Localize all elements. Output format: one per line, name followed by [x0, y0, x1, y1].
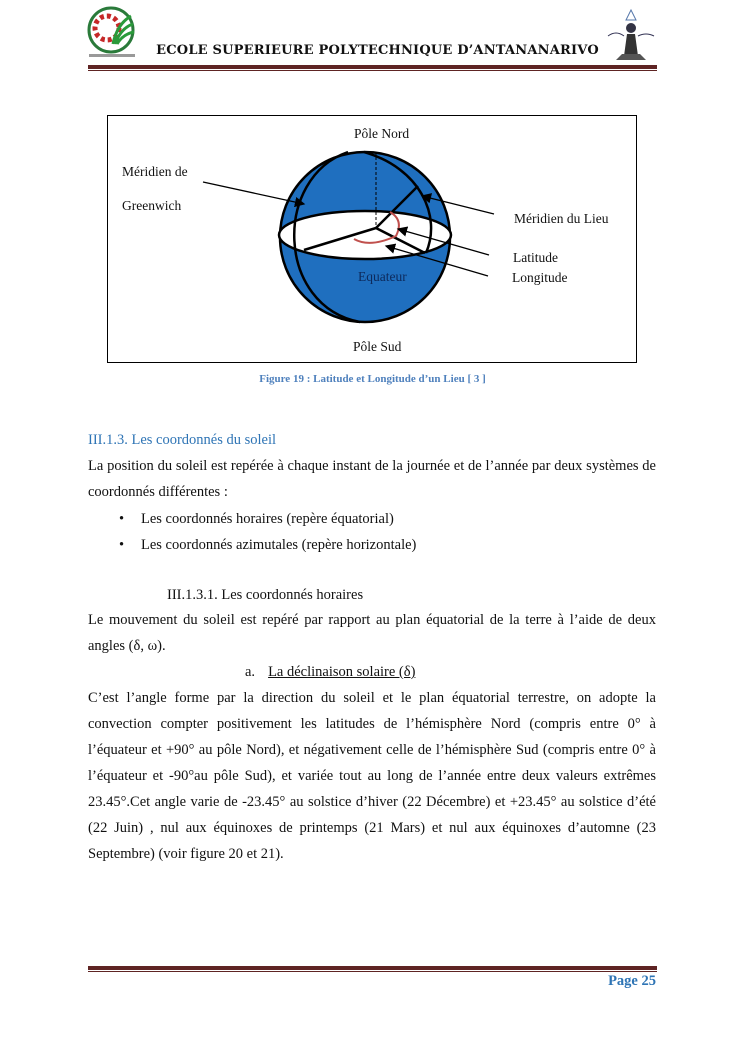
item-title: La déclinaison solaire (δ)	[268, 664, 416, 680]
intro-paragraph: La position du soleil est repérée à chaque instant de la journée et de l’année par deux systèmes de coordonnés différentes :	[88, 458, 656, 500]
list-item-text: Les coordonnés horaires (repère équatorial)	[141, 511, 394, 527]
header-divider-thin	[88, 70, 657, 71]
label-meridien-de: Méridien de	[122, 164, 188, 179]
declinaison-paragraph: C’est l’angle forme par la direction du soleil et le plan équatorial terrestre, on adopte la convection compter positivement les latitudes de l’hémisphère Nord (compris entre 0° à l’équateur et +90° au pôle Nord), et négativement celle de l’hémisphère Sud (compris entre 0° à l’équateur et -90°au pôle Sud), et variée tout au long de l’année entre deux valeurs extrêmes 23.45°.Cet angle varie de -23.45° au solstice d’hiver (22 Décembre) et +23.45° au solstice d’été (22 Juin) , nul aux équinoxes de printemps (21 Mars) et nul aux équinoxes d’automne (23 Septembre) (voir figure 20 et 21).	[88, 690, 656, 862]
item-heading	[245, 659, 645, 685]
header-title: ECOLE SUPERIEURE POLYTECHNIQUE D’ANTANANARIVO	[156, 43, 599, 58]
footer-divider	[88, 966, 657, 970]
label-greenwich: Greenwich	[122, 198, 182, 213]
bullet-icon: •	[119, 537, 125, 553]
item-marker: a.	[245, 664, 256, 680]
bullet-icon: •	[119, 511, 125, 527]
list-item-text: Les coordonnés azimutales (repère horizontale)	[141, 537, 417, 553]
label-pole-nord: Pôle Nord	[354, 126, 410, 141]
footer-divider-thin	[88, 971, 657, 972]
section-heading: III.1.3. Les coordonnés du soleil	[88, 432, 277, 448]
label-meridien-lieu: Méridien du Lieu	[514, 211, 609, 226]
figure-caption: Figure 19 : Latitude et Longitude d’un Lieu [ 3 ]	[259, 373, 486, 385]
arrow-greenwich	[203, 182, 304, 204]
coordinate-systems-list	[88, 506, 656, 558]
subsection-paragraph: Le mouvement du soleil est repéré par rapport au plan équatorial de la terre à l’aide de deux angles (δ, ω).	[88, 612, 656, 654]
header-divider	[88, 65, 657, 69]
figure-latitude-longitude	[107, 115, 637, 363]
globe-diagram	[108, 116, 638, 364]
label-equateur: Equateur	[358, 269, 407, 284]
label-pole-sud: Pôle Sud	[353, 339, 402, 354]
list-item	[88, 506, 656, 532]
page-number: Page 25	[608, 973, 656, 989]
list-item	[88, 532, 656, 558]
label-latitude: Latitude	[513, 250, 558, 265]
subsection-heading: III.1.3.1. Les coordonnés horaires	[167, 587, 364, 603]
label-longitude: Longitude	[512, 270, 568, 285]
